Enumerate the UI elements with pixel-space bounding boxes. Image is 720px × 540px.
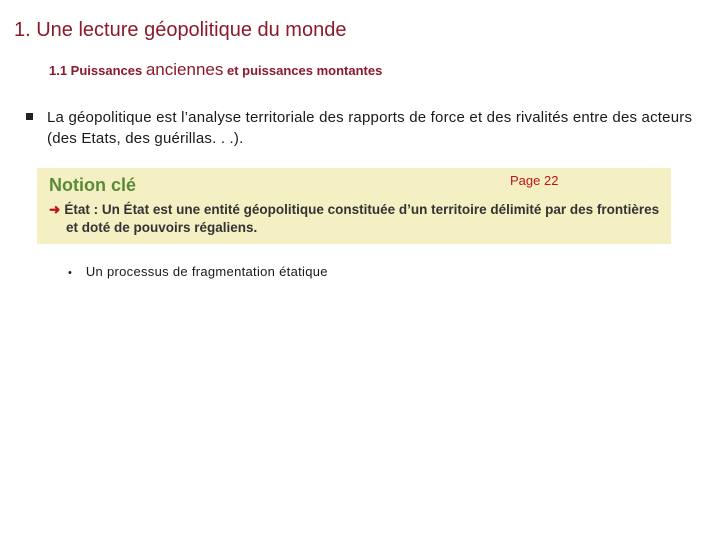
arrow-right-icon: ➜ (49, 202, 61, 217)
notion-title: Notion clé (49, 175, 137, 195)
bullet-text: La géopolitique est l’analyse territoriale des rapports de force et des rivalités entre des acteurs (des Etats, des guérillas. . .). (47, 109, 693, 147)
section-subtitle (49, 60, 382, 80)
notion-definition-line-1 (49, 202, 659, 218)
slide-title: 1. Une lecture géopolitique du monde (14, 19, 347, 41)
subtitle-part-2: anciennes (145, 60, 224, 79)
sub-bullet-item (68, 264, 328, 279)
sub-bullet-text: Un processus de fragmentation étatique (85, 264, 328, 279)
bullet-item (26, 107, 696, 149)
dot-bullet-icon: • (68, 267, 72, 279)
notion-cle-box (37, 168, 671, 244)
page-reference: Page 22 (510, 173, 559, 188)
notion-definition-line-2: et doté de pouvoirs régaliens. (66, 220, 258, 235)
square-bullet-icon (26, 113, 33, 120)
notion-definition-text-1: État : Un État est une entité géopolitique constituée d’un territoire délimité par des frontières (64, 202, 660, 217)
subtitle-part-1: 1.1 Puissances (49, 63, 146, 78)
subtitle-part-3: et puissances montantes (223, 63, 383, 78)
